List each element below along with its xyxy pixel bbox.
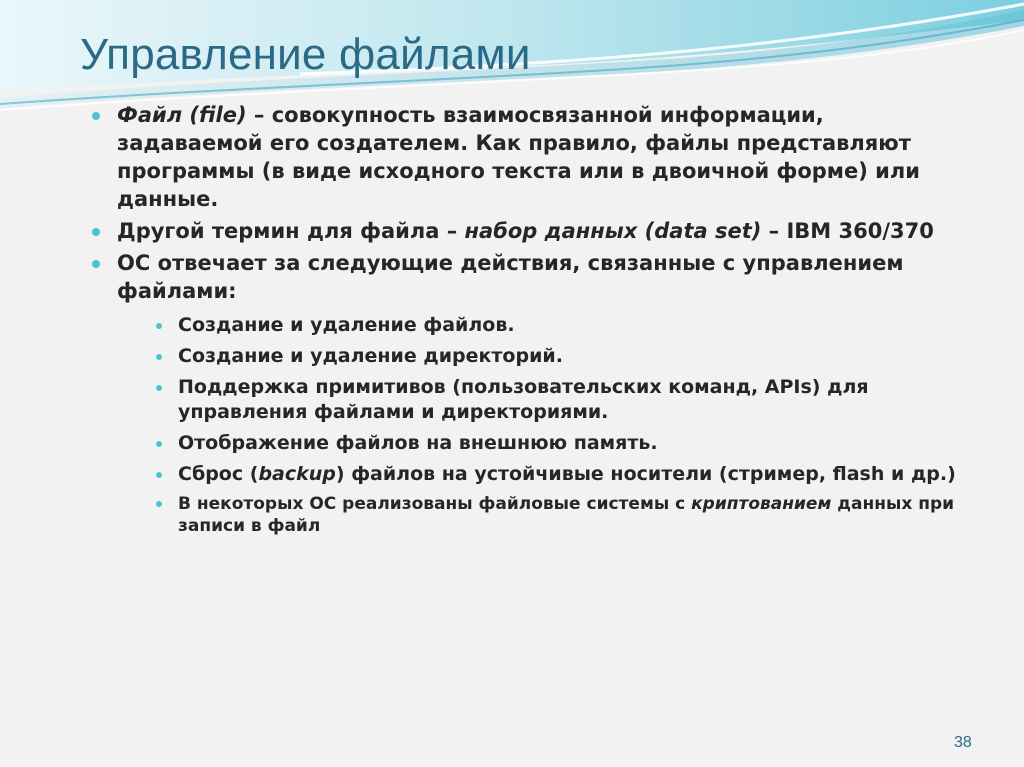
data-set-text-before: Другой термин для файла – [117,219,465,243]
sub-bullet-text-after: данных при записи в файл [178,494,955,536]
term-backup: backup [258,463,336,485]
bullet-dot-icon [92,260,100,268]
bullet-list [92,101,972,543]
sub-bullet-list [92,313,972,537]
sub-bullet-item [156,431,972,456]
slide-title: Управление файлами [80,30,531,79]
sub-bullet-text: Отображение файлов на внешнюю память. [178,432,658,454]
sub-bullet-dot-icon [156,501,162,507]
bullet-item-file-definition [92,101,972,213]
sub-bullet-dot-icon [156,323,162,329]
term-encryption: криптованием [691,494,832,514]
sub-bullet-text-before: В некоторых ОС реализованы файловые системы с [178,494,692,514]
bullet-dot-icon [92,228,100,236]
sub-bullet-text: Создание и удаление директорий. [178,345,563,367]
sub-bullet-item [156,313,972,338]
sub-bullet-text: Поддержка примитивов (пользовательских команд, APIs) для управления файлами и директориями. [178,376,869,423]
sub-bullet-item [156,462,972,487]
term-data-set: набор данных (data set) [464,219,762,243]
sub-bullet-dot-icon [156,354,162,360]
sub-bullet-text: Создание и удаление файлов. [178,314,515,336]
sub-bullet-dot-icon [156,472,162,478]
bullet-item-data-set [92,217,972,245]
data-set-text-after: – IBM 360/370 [761,219,934,243]
sub-bullet-item [156,493,972,537]
bullet-dot-icon [92,112,100,120]
os-responsibilities-text: ОС отвечает за следующие действия, связанные с управлением файлами: [117,251,904,303]
sub-bullet-text-before: Сброс ( [178,463,259,485]
file-definition-text: – совокупность взаимосвязанной информации, задаваемой его создателем. Как правило, файлы представляют программы (в виде исходного текста или в двоичной форме) или данные. [117,103,920,211]
sub-bullet-dot-icon [156,385,162,391]
term-file: Файл (file) [117,103,247,127]
sub-bullet-item [156,344,972,369]
sub-bullet-item [156,375,972,425]
bullet-item-os-responsibilities [92,249,972,305]
page-number: 38 [954,734,972,751]
sub-bullet-text-after: ) файлов на устойчивые носители (стример, flash и др.) [335,463,956,485]
sub-bullet-dot-icon [156,441,162,447]
